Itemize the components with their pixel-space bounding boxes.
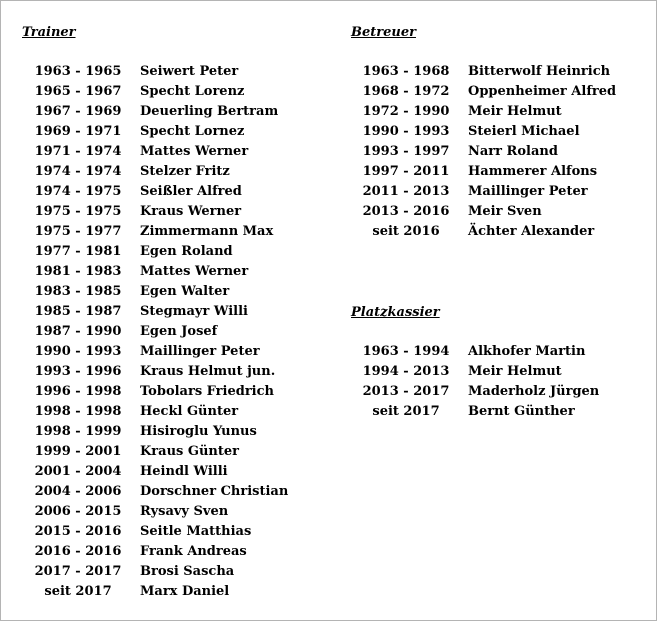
person-name: Meir Helmut [468,364,562,379]
period: 1983 - 1985 [34,284,122,299]
betreuer-list [0,62,657,242]
betreuer-row [0,82,657,102]
person-name: Stelzer Fritz [140,164,230,179]
platzkassier-row [0,362,657,382]
person-name: Frank Andreas [140,544,247,559]
person-name: Seißler Alfred [140,184,242,199]
person-name: Tobolars Friedrich [140,384,274,399]
period: 1997 - 2011 [362,164,450,179]
period: 2016 - 2016 [34,544,122,559]
period: 1974 - 1975 [34,184,122,199]
person-name: Kraus Günter [140,444,239,459]
person-name: Marx Daniel [140,584,230,599]
person-name: Seitle Matthias [140,524,252,539]
period: 1981 - 1983 [34,264,122,279]
person-name: Kraus Helmut jun. [140,364,276,379]
person-name: Heckl Günter [140,404,239,419]
period: 1985 - 1987 [34,304,122,319]
person-name: Meir Sven [468,204,542,219]
person-name: Oppenheimer Alfred [468,84,617,99]
person-name: Maillinger Peter [140,344,260,359]
period: 1971 - 1974 [34,144,122,159]
betreuer-row [0,142,657,162]
platzkassier-row [0,342,657,362]
period: 1963 - 1968 [362,64,450,79]
trainer-row [0,562,330,582]
person-name: Hammerer Alfons [468,164,598,179]
trainer-row [0,242,330,262]
betreuer-heading: Betreuer [351,25,416,40]
person-name: Deuerling Bertram [140,104,279,119]
trainer-row [0,302,330,322]
betreuer-row [0,222,657,242]
period: 1974 - 1974 [34,164,122,179]
person-name: Alkhofer Martin [468,344,586,359]
person-name: Specht Lorenz [140,84,245,99]
period: 2004 - 2006 [34,484,122,499]
trainer-row [0,542,330,562]
period: 1967 - 1969 [34,104,122,119]
period: 2013 - 2017 [362,384,450,399]
person-name: Maderholz Jürgen [468,384,600,399]
period: 2006 - 2015 [34,504,122,519]
period: 1998 - 1998 [34,404,122,419]
period: 1987 - 1990 [34,324,122,339]
person-name: Dorschner Christian [140,484,289,499]
person-name: Egen Josef [140,324,218,339]
trainer-row [0,582,330,602]
trainer-row [0,522,330,542]
trainer-row [0,262,330,282]
period: 1965 - 1967 [34,84,122,99]
platzkassier-heading: Platzkassier [351,305,440,320]
trainer-row [0,322,330,342]
person-name: Specht Lornez [140,124,245,139]
betreuer-row [0,182,657,202]
period: 1963 - 1994 [362,344,450,359]
person-name: Maillinger Peter [468,184,588,199]
period: seit 2016 [372,224,440,239]
person-name: Zimmermann Max [140,224,274,239]
betreuer-row [0,162,657,182]
person-name: Seiwert Peter [140,64,239,79]
period: 1994 - 2013 [362,364,450,379]
betreuer-row [0,122,657,142]
person-name: Egen Roland [140,244,233,259]
trainer-row [0,482,330,502]
period: 1968 - 1972 [362,84,450,99]
person-name: Ächter Alexander [468,224,595,239]
betreuer-row [0,202,657,222]
person-name: Narr Roland [468,144,558,159]
period: 2017 - 2017 [34,564,122,579]
period: 1963 - 1965 [34,64,122,79]
platzkassier-row [0,402,657,422]
person-name: Rysavy Sven [140,504,229,519]
period: 1990 - 1993 [362,124,450,139]
trainer-row [0,442,330,462]
person-name: Bernt Günther [468,404,575,419]
trainer-row [0,502,330,522]
period: 2013 - 2016 [362,204,450,219]
period: 2011 - 2013 [362,184,450,199]
platzkassier-list [0,342,657,422]
person-name: Heindl Willi [140,464,228,479]
period: 2001 - 2004 [34,464,122,479]
person-name: Bitterwolf Heinrich [468,64,611,79]
period: 1977 - 1981 [34,244,122,259]
period: 1975 - 1977 [34,224,122,239]
person-name: Mattes Werner [140,144,249,159]
period: seit 2017 [44,584,112,599]
trainer-row [0,282,330,302]
person-name: Hisiroglu Yunus [140,424,257,439]
trainer-row [0,462,330,482]
person-name: Steierl Michael [468,124,580,139]
person-name: Meir Helmut [468,104,562,119]
period: 2015 - 2016 [34,524,122,539]
trainer-heading: Trainer [22,25,76,40]
period: seit 2017 [372,404,440,419]
period: 1999 - 2001 [34,444,122,459]
person-name: Stegmayr Willi [140,304,248,319]
period: 1990 - 1993 [34,344,122,359]
period: 1993 - 1997 [362,144,450,159]
trainer-row [0,422,330,442]
betreuer-row [0,102,657,122]
period: 1975 - 1975 [34,204,122,219]
betreuer-row [0,62,657,82]
period: 1972 - 1990 [362,104,450,119]
period: 1969 - 1971 [34,124,122,139]
person-name: Mattes Werner [140,264,249,279]
person-name: Kraus Werner [140,204,242,219]
period: 1993 - 1996 [34,364,122,379]
person-name: Brosi Sascha [140,564,235,579]
platzkassier-row [0,382,657,402]
period: 1996 - 1998 [34,384,122,399]
period: 1998 - 1999 [34,424,122,439]
person-name: Egen Walter [140,284,230,299]
